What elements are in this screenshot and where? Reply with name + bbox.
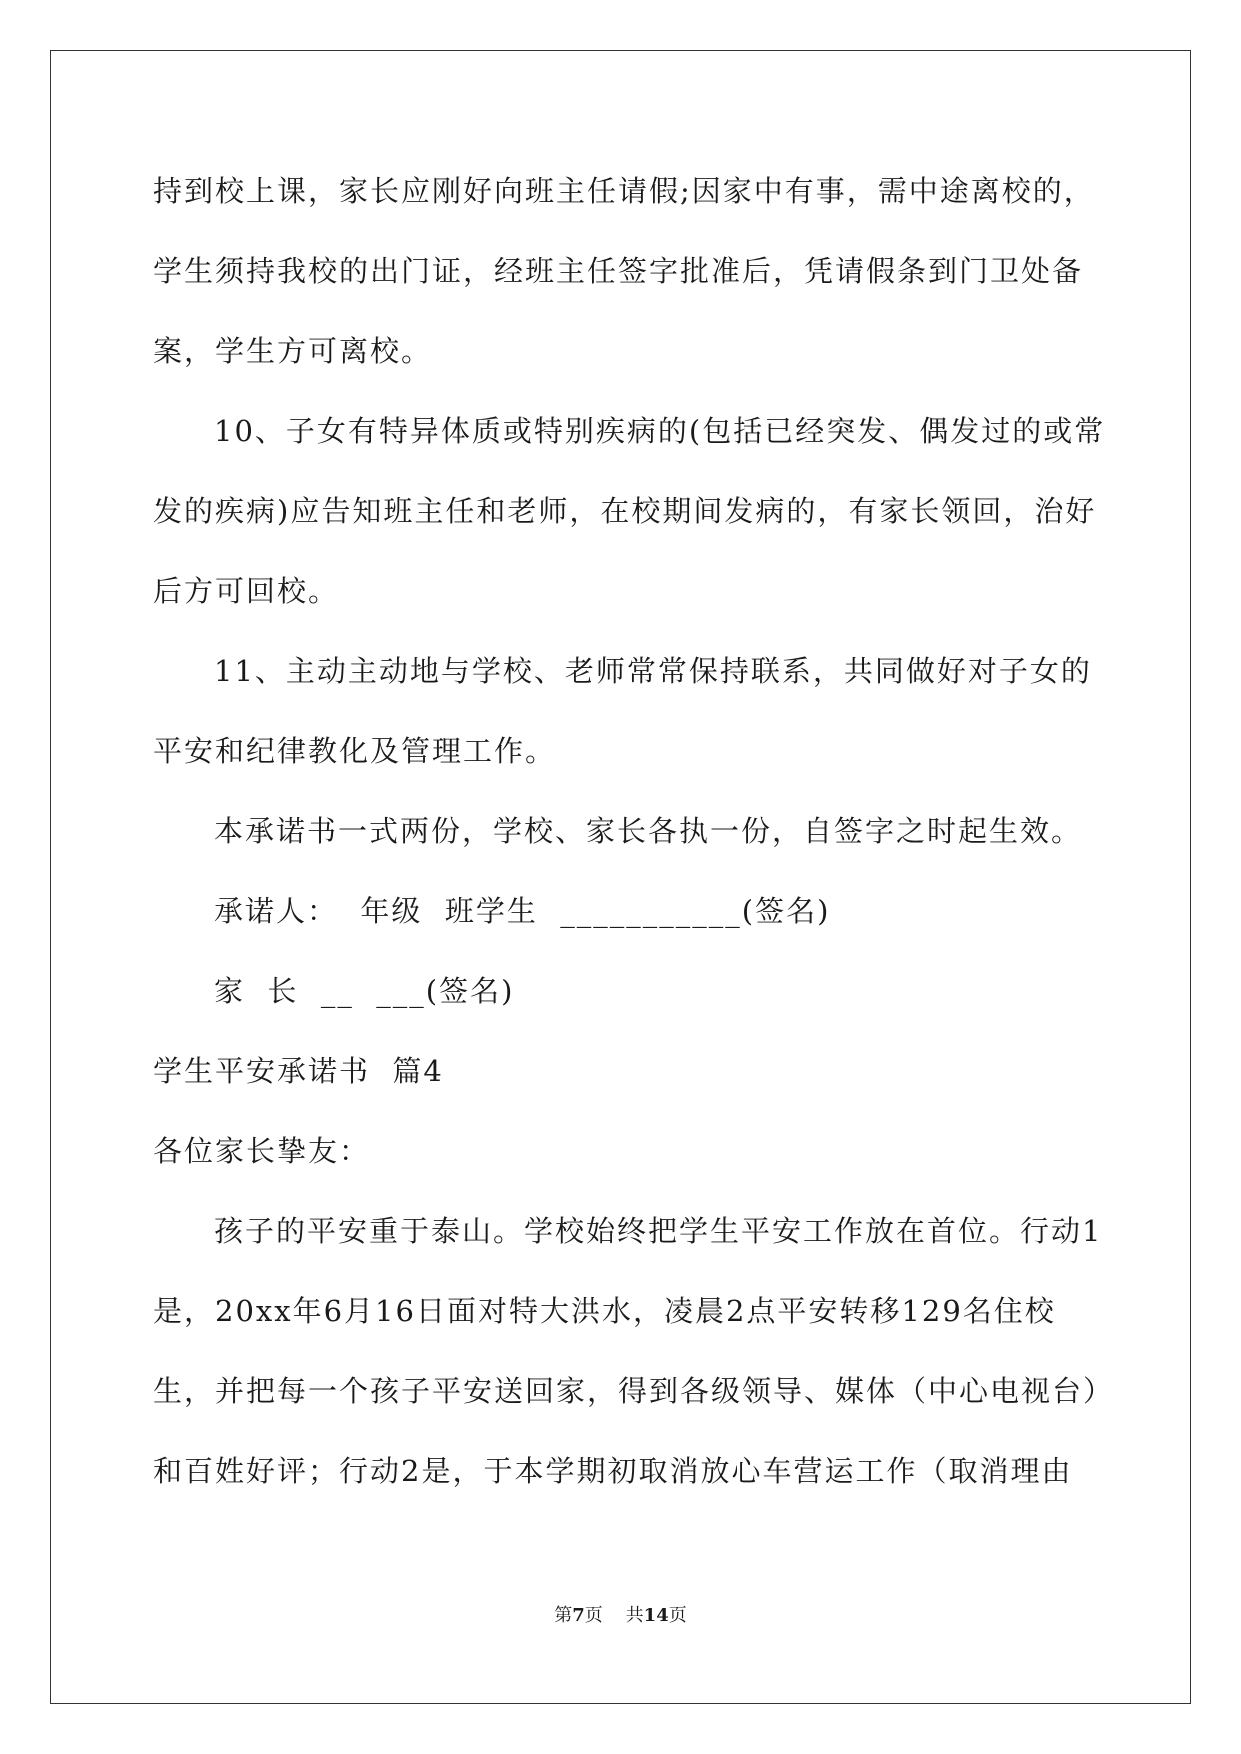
footer-middle: 页 共: [584, 1605, 644, 1626]
total-pages-number: 14: [643, 1605, 669, 1626]
salutation: 各位家长挚友：: [153, 1134, 371, 1168]
text-line: 和百姓好评；行动2是，于本学期初取消放心车营运工作（取消理由: [153, 1454, 1073, 1488]
text-line: 是，20xx年6月16日面对特大洪水，凌晨2点平安转移129名住校: [153, 1294, 1056, 1328]
signature-line-parent: 家 长 __ ___(签名): [214, 974, 515, 1008]
text-line: 本承诺书一式两份，学校、家长各执一份，自签字之时起生效。: [214, 814, 1083, 848]
page-footer: [0, 1601, 1241, 1627]
section-heading: 学生平安承诺书 篇4: [153, 1054, 444, 1088]
text-line: 后方可回校。: [153, 574, 340, 608]
text-line: 发的疾病)应告知班主任和老师，在校期间发病的，有家长领回，治好: [153, 494, 1097, 528]
text-line: 11、主动主动地与学校、老师常常保持联系，共同做好对子女的: [214, 654, 1092, 688]
text-line: 持到校上课，家长应刚好向班主任请假;因家中有事，需中途离校的，: [153, 174, 1095, 208]
text-line: 10、子女有特异体质或特别疾病的(包括已经突发、偶发过的或常: [214, 414, 1106, 448]
text-line: 孩子的平安重于泰山。学校始终把学生平安工作放在首位。行动1: [214, 1214, 1103, 1248]
text-line: 学生须持我校的出门证，经班主任签字批准后，凭请假条到门卫处备: [153, 254, 1084, 288]
footer-prefix: 第: [554, 1605, 573, 1626]
current-page-number: 7: [572, 1605, 585, 1626]
text-line: 生，并把每一个孩子平安送回家，得到各级领导、媒体（中心电视台）: [153, 1374, 1115, 1408]
text-line: 案，学生方可离校。: [153, 334, 433, 368]
signature-line-student: 承诺人： 年级 班学生 ___________(签名): [214, 894, 831, 928]
footer-suffix: 页: [668, 1605, 687, 1626]
text-line: 平安和纪律教化及管理工作。: [153, 734, 557, 768]
